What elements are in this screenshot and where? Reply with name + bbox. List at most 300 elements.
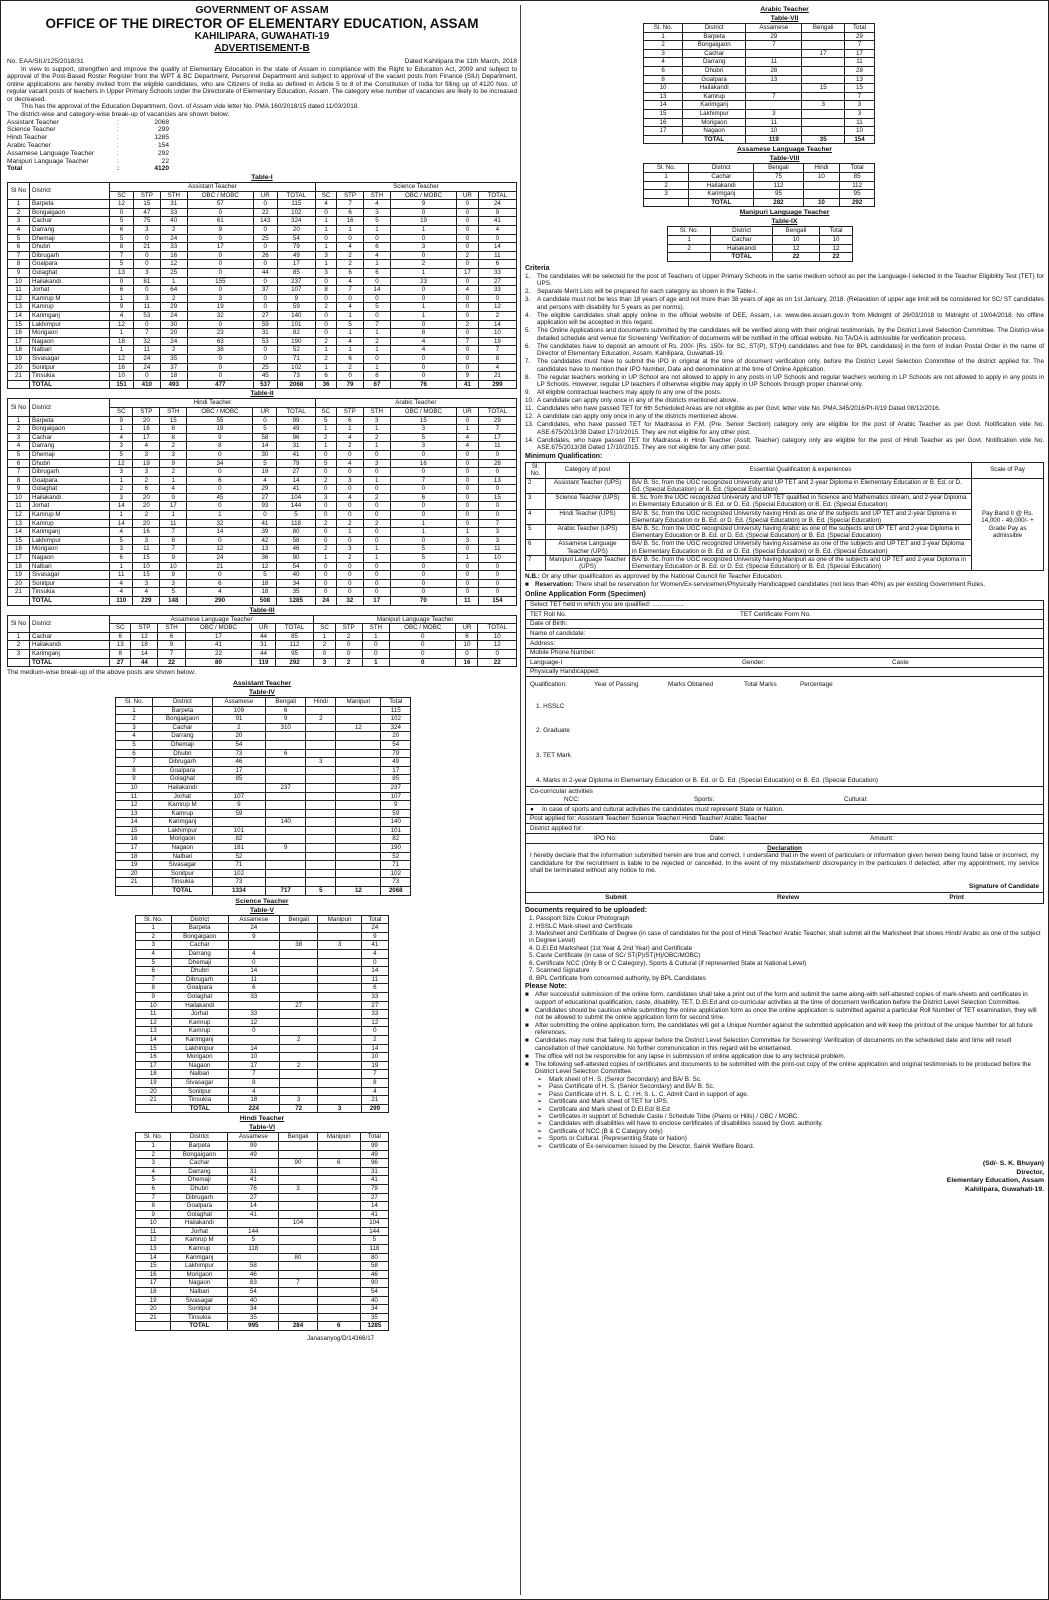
table-cell: 0	[390, 502, 456, 511]
table-cell	[336, 835, 381, 844]
district-cell: Nagaon	[683, 127, 746, 136]
district-cell: Karimganj	[683, 101, 746, 110]
note-item	[525, 991, 1044, 1006]
table-cell: 24	[187, 554, 253, 563]
table-cell: 3	[133, 468, 160, 477]
table-cell: 1	[337, 311, 364, 320]
table-cell: 0	[457, 303, 479, 312]
table-cell: 59	[212, 809, 265, 818]
table-cell: 1	[337, 346, 364, 355]
table-cell: 0	[478, 502, 516, 511]
signoff-name: (Sd/- S. K. Bhuyan)	[982, 1160, 1044, 1168]
table-cell: 0	[315, 536, 336, 545]
table-cell: 41	[228, 1210, 279, 1219]
header-cell: Total	[844, 24, 874, 33]
marks-obtained-label: Marks Obtained	[668, 681, 714, 689]
header-category: STH	[363, 407, 390, 416]
table-cell	[8, 597, 30, 606]
table-cell: 24	[133, 354, 160, 363]
table-3-title: Table-III	[249, 606, 275, 614]
vacancy-count: 154	[157, 142, 169, 149]
district-cell: Goalpara	[30, 476, 110, 485]
table-row	[116, 715, 411, 724]
table-cell: 2	[160, 346, 187, 355]
table-cell: 24	[315, 597, 336, 606]
review-button[interactable]: Review	[777, 894, 800, 902]
table-cell: 59	[253, 320, 277, 329]
criteria-item	[525, 397, 1044, 404]
district-cell: Bongaigaon	[683, 41, 746, 50]
district-cell: Barpeta	[30, 200, 110, 209]
note-text: After successful submission of the online form, candidates shall take a print out of the form and submit the same along-with self-attested copies of mark-sheets and certificates in support of educational qualification, caste, disability, TET, D.El.Ed and co-curricular activities at the time of document verification before the District Level Selection Committee.	[535, 991, 1028, 1006]
table-row	[8, 493, 517, 502]
table-cell: 1	[456, 425, 478, 434]
table-cell	[318, 975, 361, 984]
table-cell	[279, 1150, 317, 1159]
table-row	[8, 346, 517, 355]
document-item: 3. Marksheet and Certificate of Degree (in case of candidates for the post of Hindi Teacher/ Arabic Teacher, shall submit all the Marksheet that shows Hindi/ Arabic as one of the subject in Degree Level)	[529, 930, 1041, 945]
table-cell: 0	[457, 217, 479, 226]
post-applied-row: Post applied for: Assistant Teacher/ Science Teacher/ Hindi Teacher/ Arabic Teacher	[526, 815, 1043, 825]
table-cell: 6	[456, 632, 478, 641]
table-row	[8, 311, 517, 320]
table-cell: 154	[844, 135, 874, 144]
column-divider	[520, 5, 521, 1595]
table-cell: 13	[844, 75, 874, 84]
table-cell: 3	[160, 450, 187, 459]
note-text: The following self-attested copies of certificates and documents to be submitted with the print-out copy of the online application and original testimonials to be produced before the District Level Selection Committee.	[535, 1060, 1031, 1075]
table-cell: 0	[478, 468, 516, 477]
table-cell: 19	[253, 468, 277, 477]
qualification-header	[530, 681, 1039, 689]
table-cell	[803, 181, 840, 190]
header-cell: Total	[361, 915, 388, 924]
header-cell: Category of post	[546, 462, 630, 478]
sl-cell: 6	[526, 540, 546, 555]
table-cell: 73	[381, 878, 411, 887]
table-cell: 3	[844, 109, 874, 118]
table-cell: 40	[228, 1296, 279, 1305]
table-cell	[746, 101, 802, 110]
name-row: Name of candidate:	[526, 629, 1043, 639]
table-cell: 8	[136, 1202, 171, 1211]
header-cell: Assamese	[228, 1133, 279, 1142]
table-cell: 0	[390, 485, 456, 494]
form-actions	[526, 893, 1043, 903]
table-cell	[266, 809, 306, 818]
table-cell: 4	[133, 588, 160, 597]
table-row	[136, 1313, 389, 1322]
header-cell: Sl. No.	[526, 462, 546, 478]
header-district: District	[30, 183, 110, 200]
vacancy-summary	[7, 119, 517, 173]
vacancy-count: 292	[157, 149, 169, 157]
table-cell: 2	[315, 433, 336, 442]
table-row	[644, 181, 875, 190]
percentage-label: Percentage	[800, 681, 833, 689]
table-cell: 0	[228, 958, 279, 967]
table-cell: 0	[457, 260, 479, 269]
district-cell: Golaghat	[30, 269, 110, 278]
table-cell: 73	[212, 878, 265, 887]
table-cell	[266, 792, 306, 801]
table-cell: 7	[136, 975, 172, 984]
table-cell: 5	[116, 740, 153, 749]
table-cell: 1	[315, 217, 336, 226]
table-cell: 2	[363, 337, 390, 346]
table-cell: 104	[277, 493, 315, 502]
table-cell: 5	[390, 433, 456, 442]
table-header-row	[8, 399, 517, 408]
criteria-number: 2.	[525, 288, 531, 296]
table-cell: 0	[187, 260, 253, 269]
table-cell: 4	[644, 58, 683, 67]
table-row	[526, 540, 1044, 555]
table-cell: 3	[363, 459, 390, 468]
table-cell: 19	[391, 217, 457, 226]
table-row	[8, 485, 517, 494]
table-cell: 3	[391, 243, 457, 252]
table-cell: 73	[212, 749, 265, 758]
table-cell: 79	[337, 380, 364, 389]
table-cell: 2	[337, 251, 364, 260]
table-cell: 25	[253, 363, 277, 372]
table-cell: 10	[819, 235, 852, 244]
table-cell: 8	[160, 425, 187, 434]
district-cell: Dhubri	[683, 67, 746, 76]
table-row	[8, 200, 517, 209]
table-cell: 5	[110, 217, 134, 226]
district-cell: Lakhimpur	[171, 1044, 228, 1053]
table-cell: 0	[315, 588, 336, 597]
table-cell: 3	[133, 536, 160, 545]
table-cell: 15	[160, 416, 187, 425]
table-cell: 20	[8, 579, 30, 588]
vacancy-count: 2068	[154, 118, 169, 126]
table-cell	[802, 67, 845, 76]
header-category: OBC / MOBC	[390, 624, 456, 633]
table-cell	[266, 740, 306, 749]
table-cell: 102	[277, 208, 315, 217]
table-cell: 2	[116, 715, 153, 724]
table-cell: 0	[253, 226, 277, 235]
table-cell: 0	[363, 579, 390, 588]
table-cell	[336, 766, 381, 775]
table-cell: 46	[212, 758, 265, 767]
table-cell: 3	[136, 941, 172, 950]
district-cell: TOTAL	[30, 597, 110, 606]
table-cell: 9	[160, 459, 187, 468]
criteria-number: 3.	[525, 296, 531, 304]
table-cell: 6	[8, 459, 30, 468]
table-row	[136, 924, 389, 933]
table-cell: 20	[160, 329, 187, 338]
table-cell: 3	[844, 101, 874, 110]
please-note-list	[525, 991, 1044, 1150]
table-cell: 0	[187, 372, 253, 381]
table-cell: 7	[844, 92, 874, 101]
table-cell: 67	[363, 380, 390, 389]
table-cell: 3	[116, 723, 153, 732]
table-cell: 16	[110, 363, 134, 372]
district-cell: Cachar	[30, 632, 110, 641]
district-cell: Cachar	[30, 217, 110, 226]
table-cell: 18	[131, 641, 158, 650]
table-cell: 12	[160, 260, 187, 269]
table-row	[8, 468, 517, 477]
table-cell: 9	[457, 372, 479, 381]
table-cell: 2	[337, 260, 364, 269]
table-cell: 7	[746, 92, 802, 101]
header-cell: District	[171, 1133, 228, 1142]
table-cell: 33	[228, 993, 279, 1002]
header-cell: Bengali	[279, 1133, 317, 1142]
table-cell: 4	[116, 732, 153, 741]
table-cell: 29	[844, 32, 874, 41]
table-cell	[802, 41, 845, 50]
table-cell: 1	[362, 632, 389, 641]
table-cell: 18	[110, 337, 134, 346]
table-6-title: Table-VI	[249, 1124, 275, 1132]
table-cell: 29	[478, 416, 516, 425]
table-cell	[279, 1044, 318, 1053]
header-category: SC	[315, 191, 336, 200]
table-cell: 41	[253, 519, 277, 528]
header-category: STH	[158, 624, 185, 633]
header-category: TOTAL	[277, 191, 315, 200]
table-cell: 12	[187, 545, 253, 554]
table-cell: 9	[8, 485, 30, 494]
table-cell: 1	[391, 269, 457, 278]
header-cell: Assamese	[212, 697, 265, 706]
table-cell: 12	[773, 244, 820, 253]
sports-label: Sports:	[694, 795, 715, 803]
district-cell: Hailakandi	[30, 277, 110, 286]
table-cell	[317, 1184, 360, 1193]
table-cell: 14	[136, 1035, 172, 1044]
criteria-text: A candidate can apply only once in any of the districts mentioned above.	[537, 413, 739, 421]
table-cell: 28	[478, 459, 516, 468]
table-cell: 17	[844, 49, 874, 58]
ipo-amount-label: Amount:	[870, 834, 894, 842]
table-row	[644, 92, 875, 101]
table-cell: 4	[110, 588, 133, 597]
table-cell: 2	[457, 320, 479, 329]
table-cell: 2	[8, 425, 30, 434]
table-cell: 7	[746, 41, 802, 50]
table-cell: 0	[363, 562, 390, 571]
table-cell: 537	[253, 380, 277, 389]
table-cell	[318, 932, 361, 941]
table-cell: 54	[360, 1288, 388, 1297]
table-cell: 4	[228, 950, 279, 959]
table-cell	[336, 758, 381, 767]
table-row	[136, 1210, 389, 1219]
table-cell: 101	[381, 826, 411, 835]
table-cell: 5	[253, 425, 277, 434]
table-cell: 0	[391, 286, 457, 295]
header-category: TOTAL	[277, 407, 315, 416]
note-subitem-text: Certificate of NCC (B & C Category only)	[549, 1127, 663, 1135]
table-cell: 8	[228, 1078, 279, 1087]
table-cell: 1	[8, 416, 30, 425]
header-cell: Scale of Pay	[972, 462, 1044, 478]
table-cell: 5	[136, 958, 172, 967]
note-subitem	[525, 1128, 1044, 1135]
table-cell	[306, 826, 336, 835]
table-cell	[266, 826, 306, 835]
note-subitem	[525, 1076, 1044, 1083]
table-cell: 33	[478, 286, 516, 295]
table-cell: 3	[315, 269, 336, 278]
criteria-item	[525, 296, 1044, 311]
table-cell: 13	[253, 545, 277, 554]
table-cell: 6	[363, 269, 390, 278]
header-cell: Sl. No.	[668, 227, 711, 236]
table-cell: 15	[136, 1044, 172, 1053]
table-cell: 3	[187, 294, 253, 303]
table-row	[116, 826, 411, 835]
table-cell: 2	[644, 181, 689, 190]
table-total-row	[644, 198, 875, 207]
table-cell: 3	[136, 1159, 171, 1168]
table-cell: 11	[116, 792, 153, 801]
table-cell: 14	[131, 649, 158, 658]
table-cell: 0	[187, 571, 253, 580]
table-cell: 22	[158, 658, 185, 667]
table-cell: 18	[8, 562, 30, 571]
table-cell: 10	[644, 84, 683, 93]
table-cell: 7	[390, 476, 456, 485]
table-cell: 8	[110, 649, 131, 658]
table-cell: 17	[116, 844, 153, 853]
table-cell: 15	[844, 84, 874, 93]
table-cell: 0	[363, 536, 390, 545]
district-cell: Hailakandi	[30, 493, 110, 502]
table-cell: 477	[187, 380, 253, 389]
print-button[interactable]: Print	[949, 894, 964, 902]
table-cell	[318, 1061, 361, 1070]
arrow-bullet-icon: ➢	[537, 1083, 543, 1091]
district-cell: Jorhat	[153, 792, 213, 801]
table-cell: 16	[136, 1270, 171, 1279]
bullet-icon: ■	[525, 1060, 529, 1068]
district-cell: Sivasagar	[30, 354, 110, 363]
district-cell: Darrang	[683, 58, 746, 67]
table-cell: 18	[253, 579, 277, 588]
table-cell	[802, 58, 845, 67]
table-cell: 1	[363, 425, 390, 434]
qualification-block	[526, 677, 1043, 787]
table-cell	[306, 732, 336, 741]
table-row	[136, 932, 389, 941]
document-item: 5. Caste Certificate (in case of SC/ ST(P)/ST(H)/OBC/MOBC)	[529, 952, 701, 960]
table-row	[8, 208, 517, 217]
table-cell	[318, 1053, 361, 1062]
district-cell: Kamrup	[171, 1027, 228, 1036]
table-cell: 54	[277, 234, 315, 243]
district-cell: Sonitpur	[30, 579, 110, 588]
table-total-row	[8, 658, 517, 667]
document-item: 8. BPL Certificate from concerned authority, by BPL Candidates	[529, 974, 706, 982]
table-row	[136, 975, 389, 984]
table-row	[8, 234, 517, 243]
table-cell	[279, 1313, 317, 1322]
table-header-row	[136, 915, 389, 924]
table-cell: 6	[266, 749, 306, 758]
district-cell: Dhemaji	[30, 234, 110, 243]
table-cell: 27	[110, 658, 131, 667]
table-cell: 2	[335, 658, 362, 667]
table-cell: 31	[253, 329, 277, 338]
table-cell: 112	[754, 181, 803, 190]
criteria-item	[525, 421, 1044, 436]
table-cell: 0	[456, 511, 478, 520]
table-cell: 7	[478, 519, 516, 528]
table-cell: 190	[381, 844, 411, 853]
table-cell: 8	[110, 243, 134, 252]
district-cell: Dhubri	[153, 749, 213, 758]
header-group-a: Assamese Language Teacher	[110, 615, 314, 624]
header-cell: Sl. No.	[644, 164, 689, 173]
documents-list	[525, 915, 1044, 982]
declaration-title: Declaration	[767, 844, 802, 852]
language-label: Language-I	[530, 658, 563, 666]
header-category: TOTAL	[275, 624, 313, 633]
submit-button[interactable]: Submit	[605, 894, 627, 902]
note-subitem-text: Certificate of Ex-servicemen issued by the Director, Sainik Welfare Board.	[549, 1142, 755, 1150]
table-cell: 0	[478, 294, 516, 303]
table-cell	[644, 198, 689, 207]
table-cell	[336, 775, 381, 784]
table-row	[644, 58, 875, 67]
table-cell: 17	[457, 269, 479, 278]
table-cell	[317, 1288, 360, 1297]
table-cell: 14	[478, 320, 516, 329]
district-cell: Sonitpur	[171, 1305, 228, 1314]
header-cell: Bengali	[279, 915, 318, 924]
table-row	[136, 1167, 389, 1176]
signoff-place: Kahilipara, Guwahati-19.	[965, 1185, 1044, 1193]
table-cell	[802, 92, 845, 101]
table-cell: 54	[277, 562, 315, 571]
district-cell: Cachar	[171, 941, 228, 950]
district-cell: TOTAL	[30, 380, 110, 389]
table-cell: 0	[363, 294, 390, 303]
bullet-icon: ■	[525, 1052, 529, 1060]
table-row	[644, 41, 875, 50]
declaration-text: I hereby declare that the information submitted herein are true and correct. I understand that in the event of particulars or information given herein being found false or incorrect, my candidature for the recruitment is liable to be rejected or cancelled. In the event of my misstatement/ discrepancy in the particulars if detected, after my appointment, my service shall be terminated without any notice to me.	[530, 852, 1039, 875]
table-cell: 3	[314, 658, 335, 667]
table-cell: 1	[110, 476, 133, 485]
table-cell: 7	[110, 251, 134, 260]
table-cell: 8	[8, 260, 30, 269]
district-cell: Lakhimpur	[30, 536, 110, 545]
cocurricular-fields	[530, 796, 1039, 804]
table-cell: 17	[136, 1061, 172, 1070]
note-subitem-text: Candidates with disabilities will have to enclose certificates of disabilities issued by Govt. authority.	[549, 1120, 823, 1128]
table-row	[668, 235, 853, 244]
table-cell	[266, 732, 306, 741]
table-cell: 12	[110, 459, 133, 468]
table-cell	[212, 818, 265, 827]
qualification-diploma: 4. Marks in 2-year Diploma in Elementary Education or B. Ed. or D. Ed. (Special Education) or B. Ed. (Special Education)	[536, 776, 879, 784]
table-cell: 8	[187, 442, 253, 451]
criteria-number: 1.	[525, 273, 531, 280]
vacancy-post: Assistant Teacher	[7, 118, 59, 126]
district-cell: Jorhat	[30, 502, 110, 511]
table-cell: 2	[315, 354, 336, 363]
